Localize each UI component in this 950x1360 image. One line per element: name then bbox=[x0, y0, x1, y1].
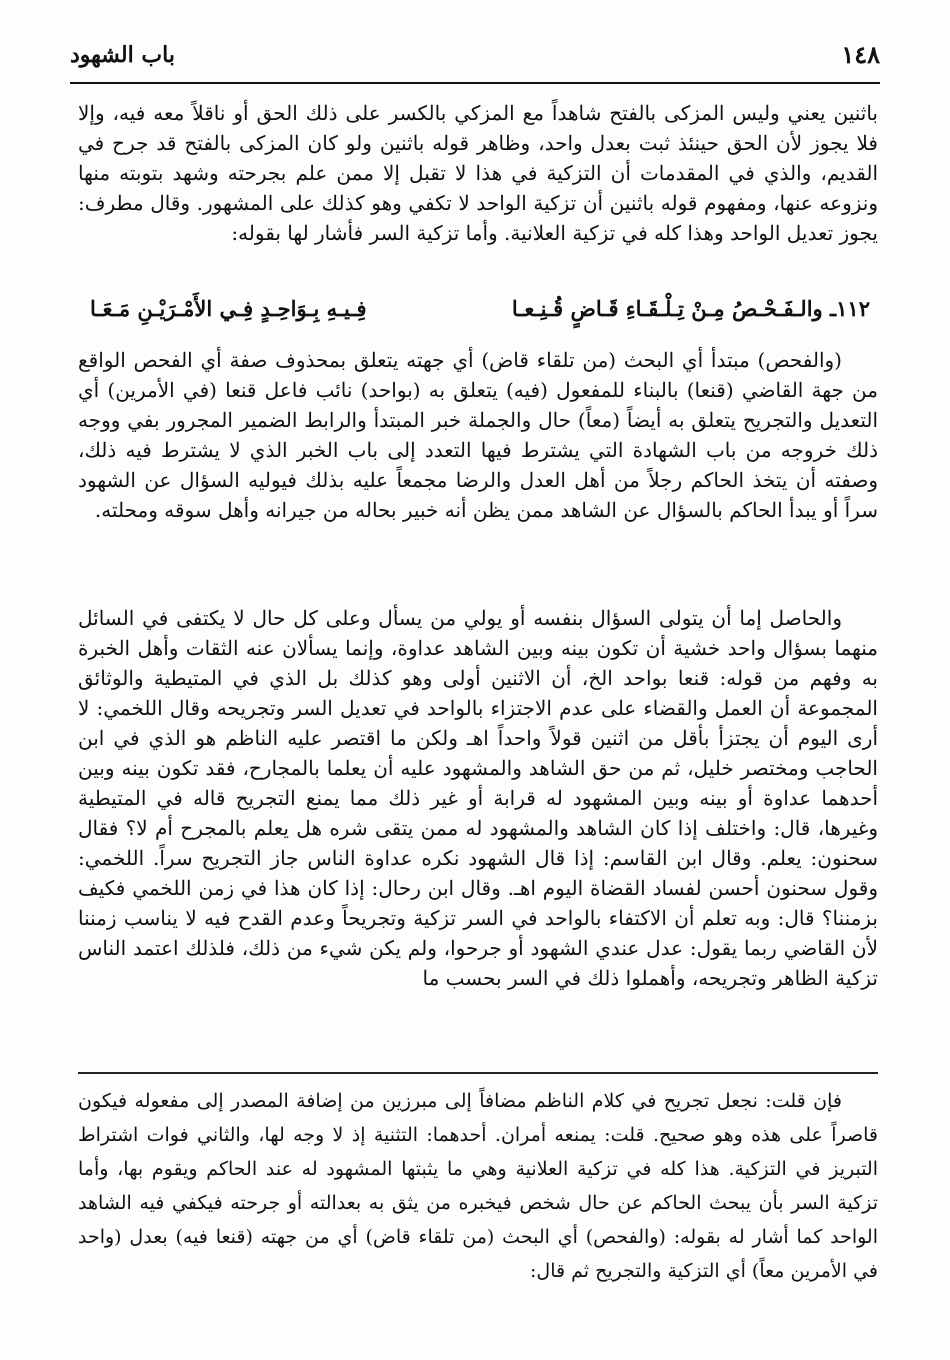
paragraph-text: والحاصل إما أن يتولى السؤال بنفسه أو يولي من يسأل وعلى كل حال لا يكتفى في السائل منهما بسؤال واحد خشية أن تكون بينه وبين الشاهد عداوة، وإنما يسألان عنه الثقات وأهل الخبرة به وفهم من قوله: قنعا بواحد الخ، أن الاثنين أولى وهو كذلك بل الذي في المتيطية والوثائق المجموعة أن العمل والقضاء على عدم الاجتزاء بالواحد في تعديل السر وتجريحه وقال اللخمي: لا أرى اليوم أن يجتزأ بأقل من اثنين قولاً واحداً اهـ ولكن ما اقتصر عليه الناظم هو الذي في ابن الحاجب ومختصر خليل، ثم من حق الشاهد والمشهود عليه أن يعلما بالمجارح، فقد تكون بينه وبين أحدهما عداوة أو بينه وبين المشهود له قرابة أو غير ذلك مما يمنع التجريح قاله في المتيطية وغيرها، قال: واختلف إذا كان الشاهد والمشهود له ممن يتقى شره هل يعلم بالمجرح أم لا؟ فقال سحنون: يعلم. وقال ابن القاسم: إذا قال الشهود نكره عداوة الناس جاز التجريح سراً. اللخمي: وقول سحنون أحسن لفساد القضاة اليوم اهـ. وقال ابن رحال: إذا كان هذا في زمن اللخمي فكيف بزمننا؟ قال: وبه تعلم أن الاكتفاء بالواحد في السر تزكية وتجريحاً وعدم القدح فيه لا يناسب زمننا لأن القاضي ربما يقول: عدل عندي الشهود أو جرحوا، ولم يكن شيء من ذلك، فلذلك اعتمد الناس تزكية الظاهر وتجريحه، وأهملوا ذلك في السر بحسب ما bbox=[78, 606, 878, 990]
paragraph-text: باثنين يعني وليس المزكى بالفتح شاهداً مع المزكي بالكسر على ذلك الحق أو ناقلاً معه فيه، وإلا فلا يجوز لأن الحق حينئذ ثبت بعدل واحد، وظاهر قوله باثنين ولو كان المزكى بالفتح قد جرح في القديم، والذي في المقدمات أن التزكية في هذا لا تقبل إلا ممن علم بجرحته وشهد بتوبته منها ونزوعه عنها، ومفهوم قوله باثنين أن تزكية الواحد لا تكفي وهو كذلك على المشهور. وقال مطرف: يجوز تعديل الواحد وهذا كله في تزكية العلانية. وأما تزكية السر فأشار لها بقوله: bbox=[78, 101, 878, 245]
paragraph-commentary-3 bbox=[78, 603, 878, 993]
verse-number: ١١٢ـ bbox=[830, 296, 870, 321]
running-title: باب الشهود bbox=[70, 42, 175, 68]
verse-second-hemistich: فِـيـهِ بِـوَاحِـدٍ فِـي الأَمْـرَيْـنِ مَـعَـا bbox=[90, 296, 367, 321]
poem-verse bbox=[90, 296, 870, 336]
footnote-separator bbox=[78, 1072, 878, 1074]
paragraph-commentary-1 bbox=[78, 98, 878, 248]
verse-first-hemistich bbox=[512, 296, 870, 321]
paragraph-text: (والفحص) مبتدأ أي البحث (من تلقاء قاض) أي جهته يتعلق بمحذوف صفة أي الفحص الواقع من جهة القاضي (قنعا) بالبناء للمفعول (فيه) يتعلق به (بواحد) نائب فاعل قنعا (في الأمرين) أي التعديل والتجريح يتعلق به أيضاً (معاً) حال والجملة خبر المبتدأ والرابط الضمير المجرور بفي ووجه ذلك خروجه من باب الشهادة التي يشترط فيها التعدد إلى باب الخبر الذي لا يشترط فيه ذلك، وصفته أن يتخذ الحاكم رجلاً من أهل العدل والرضا مجمعاً عليه بذلك فيوليه السؤال عن الشهود سراً أو يبدأ الحاكم بالسؤال عن الشاهد ممن يظن أنه خبير بحاله من جيرانه وأهل سوقه ومحلته. bbox=[78, 348, 878, 522]
header-rule bbox=[70, 82, 880, 84]
page-header bbox=[70, 40, 880, 80]
page-number: ١٤٨ bbox=[841, 40, 880, 69]
verse-first-hemistich-text: والـفَـحْـصُ مِـنْ تِـلْـقَـاءِ قَـاضٍ قُـنِـعـا bbox=[511, 296, 823, 321]
paragraph-commentary-2 bbox=[78, 345, 878, 525]
footnote-text: فإن قلت: نجعل تجريح في كلام الناظم مضافاً إلى مبرزين من إضافة المصدر إلى مفعوله فيكون قاصراً على هذه وهو صحيح. قلت: يمنعه أمران. أحدهما: التثنية إذ لا وجه لها، والثاني فوات اشتراط التبريز في التزكية. هذا كله في تزكية العلانية وهي ما يثبتها المشهود له عند الحاكم ويقوم بها، وأما تزكية السر بأن يبحث الحاكم عن حال شخص فيخبره من يثق به بعدالته أو جرحته فيكفي فيه الشاهد الواحد كما أشار له بقوله: (والفحص) أي البحث (من تلقاء قاض) أي من جهته (قنعا فيه) بعدل (واحد في الأمرين معاً) أي التزكية والتجريح ثم قال: bbox=[78, 1090, 878, 1282]
footnote bbox=[78, 1084, 878, 1288]
